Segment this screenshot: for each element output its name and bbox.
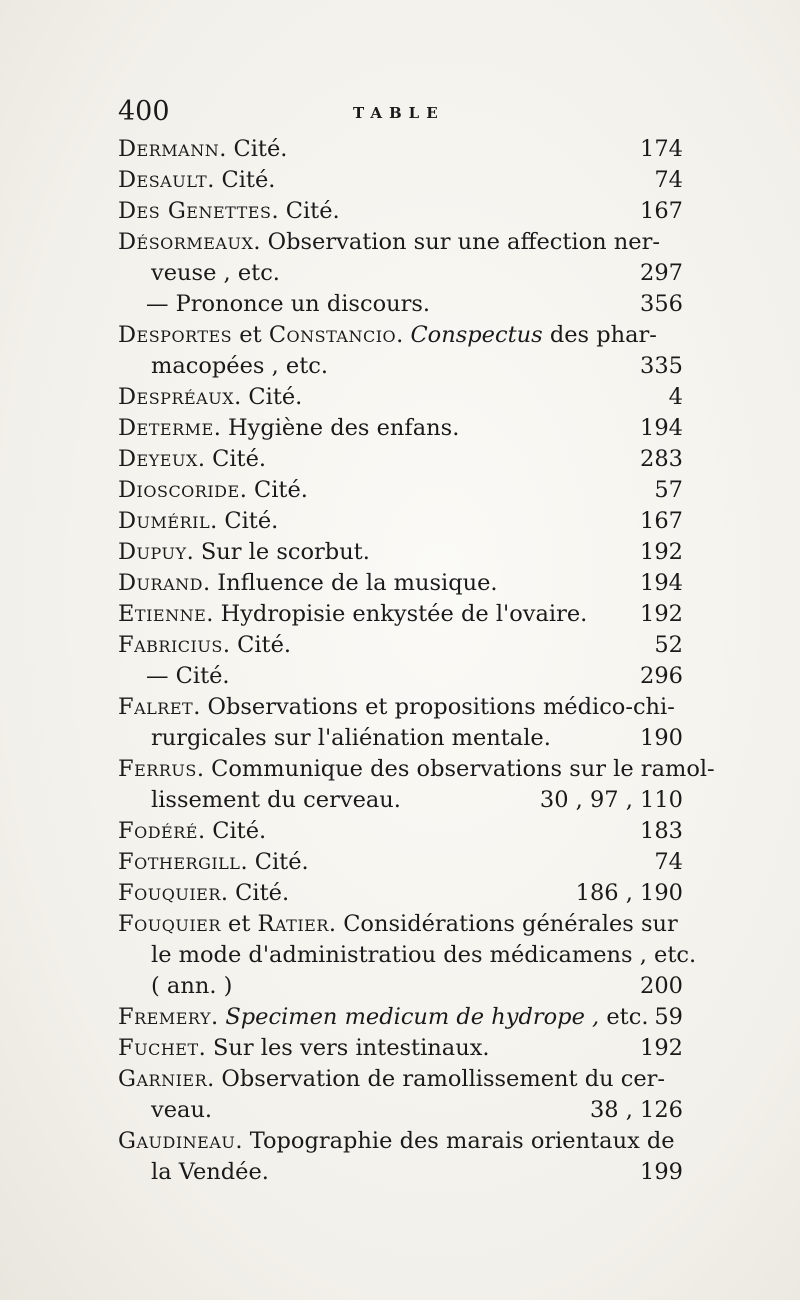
- entry-page-number: 192: [640, 601, 683, 627]
- entry-page-number: 74: [654, 849, 683, 875]
- entry-continuation: [118, 785, 683, 816]
- entry-page-number: 190: [640, 725, 683, 751]
- index-entry: [118, 506, 683, 537]
- entry-continuation: [118, 723, 683, 754]
- index-entry: [118, 1002, 683, 1033]
- entry-text: . Influence de la musique.: [202, 570, 498, 596]
- entry-text: . Cité.: [271, 198, 340, 224]
- entry-page-number: 335: [640, 353, 683, 379]
- entry-text: . Cité.: [240, 849, 309, 875]
- entry-name: Etienne: [118, 601, 207, 627]
- entry-name: Dupuy: [118, 539, 187, 565]
- index-entry: [118, 444, 683, 475]
- entry-name: Duméril: [118, 508, 211, 534]
- entry-name: Fuchet: [118, 1035, 199, 1061]
- entry-text: . Cité.: [222, 632, 292, 658]
- entry-name: Desault: [118, 167, 208, 193]
- index-entry: [118, 878, 683, 909]
- entry-name: Desportes: [118, 322, 233, 348]
- entry-page-number: 297: [640, 260, 683, 286]
- entry-text: des phar-: [542, 322, 657, 348]
- entry-text: rurgicales sur l'aliénation mentale.: [151, 725, 551, 751]
- entry-text: . Topographie des marais orientaux de: [235, 1128, 675, 1154]
- index-entry: [118, 816, 683, 847]
- index-entry: [118, 382, 683, 413]
- entry-text: etc.: [599, 1004, 649, 1030]
- index-entry: [118, 847, 683, 878]
- index-entry: [118, 692, 683, 723]
- entry-page-number: 194: [640, 570, 683, 596]
- entry-continuation: [118, 1157, 683, 1188]
- entry-name: Fouquier: [118, 911, 221, 937]
- index-entry: [118, 134, 683, 165]
- entry-text: . Hydropisie enkystée de l'ovaire.: [206, 601, 588, 627]
- entry-title-italic: Conspectus: [410, 322, 543, 348]
- entry-connector: et: [220, 911, 258, 937]
- entry-text: . Considérations générales sur: [328, 911, 678, 937]
- entry-name: Gaudineau: [118, 1128, 236, 1154]
- entry-continuation: [118, 971, 683, 1002]
- entry-page-number: 4: [668, 384, 683, 410]
- index-entry: [118, 630, 683, 661]
- entry-name: Durand: [118, 570, 203, 596]
- entry-continuation: [118, 940, 697, 971]
- entry-page-number: 200: [640, 973, 683, 999]
- index-entry: [118, 1033, 683, 1064]
- entry-page-number: 183: [640, 818, 683, 844]
- entry-text: veau.: [151, 1097, 213, 1123]
- entry-connector: et: [232, 322, 269, 348]
- index-entry: [118, 165, 683, 196]
- entry-text: . Cité.: [207, 167, 276, 193]
- entry-page-number: 59: [654, 1004, 683, 1030]
- entry-page-number: 74: [654, 167, 683, 193]
- index-entry: [118, 754, 715, 785]
- index-entry: [118, 413, 683, 444]
- entry-text: — Cité.: [146, 663, 230, 689]
- entry-name: Fouquier: [118, 880, 221, 906]
- entry-page-number: 296: [640, 663, 683, 689]
- entry-text: . Sur le scorbut.: [186, 539, 370, 565]
- entry-text: . Observation sur une affection ner-: [253, 229, 660, 255]
- entry-continuation: [118, 258, 683, 289]
- entry-name: Ferrus: [118, 756, 197, 782]
- entry-name: Determe: [118, 415, 214, 441]
- entry-name: Dioscoride: [118, 477, 240, 503]
- entry-name: Désormeaux: [118, 229, 254, 255]
- index-entries: [118, 134, 715, 1188]
- index-entry: [118, 568, 683, 599]
- page-number: 400: [118, 96, 170, 127]
- entry-name: Dermann: [118, 136, 220, 162]
- entry-text: — Prononce un discours.: [146, 291, 431, 317]
- entry-text: veuse , etc.: [151, 260, 280, 286]
- index-entry: [118, 1126, 683, 1157]
- entry-text: . Cité.: [197, 446, 267, 472]
- entry-page-number: 167: [640, 508, 683, 534]
- entry-text: .: [211, 1004, 226, 1030]
- entry-text: le mode d'administratiou des médicamens , etc.: [151, 942, 697, 968]
- entry-name: Deyeux: [118, 446, 198, 472]
- entry-page-number: 57: [654, 477, 683, 503]
- entry-page-number: 192: [640, 539, 683, 565]
- index-entry: [118, 661, 683, 692]
- entry-text: . Cité.: [210, 508, 279, 534]
- index-entry: [118, 537, 683, 568]
- entry-name: Fothergill: [118, 849, 241, 875]
- page-header: [118, 96, 688, 132]
- entry-page-number: 283: [640, 446, 683, 472]
- entry-name: Garnier: [118, 1066, 208, 1092]
- index-entry: [118, 1064, 683, 1095]
- entry-text: . Sur les vers intestinaux.: [198, 1035, 490, 1061]
- entry-text: . Cité.: [239, 477, 308, 503]
- entry-name: Despréaux: [118, 384, 235, 410]
- entry-page-number: 52: [654, 632, 683, 658]
- entry-page-number: 356: [640, 291, 683, 317]
- entry-text: . Cité.: [197, 818, 267, 844]
- entry-page-number: 194: [640, 415, 683, 441]
- entry-page-number: 38 , 126: [589, 1097, 683, 1123]
- entry-name: Fodéré: [118, 818, 198, 844]
- index-entry: [118, 289, 683, 320]
- entry-name: Des Genettes: [118, 198, 272, 224]
- entry-page-number: 174: [640, 136, 683, 162]
- entry-text: . Communique des observations sur le ramol-: [196, 756, 715, 782]
- index-entry: [118, 196, 683, 227]
- running-head: TABLE: [353, 104, 445, 122]
- entry-text: . Observations et propositions médico-chi-: [193, 694, 675, 720]
- index-entry: [118, 320, 683, 351]
- entry-page-number: 30 , 97 , 110: [539, 787, 683, 813]
- entry-page-number: 186 , 190: [575, 880, 683, 906]
- entry-text: . Cité.: [219, 136, 288, 162]
- entry-name: Falret: [118, 694, 194, 720]
- entry-text: lissement du cerveau.: [151, 787, 401, 813]
- entry-text: la Vendée.: [151, 1159, 269, 1185]
- entry-text: . Cité.: [234, 384, 303, 410]
- entry-page-number: 192: [640, 1035, 683, 1061]
- entry-text: . Observation de ramollissement du cer-: [207, 1066, 666, 1092]
- entry-page-number: 199: [640, 1159, 683, 1185]
- entry-text: .: [396, 322, 411, 348]
- index-entry: [118, 227, 683, 258]
- index-entry: [118, 475, 683, 506]
- entry-text: . Hygiène des enfans.: [213, 415, 460, 441]
- entry-name: Fremery: [118, 1004, 212, 1030]
- entry-text: ( ann. ): [151, 973, 233, 999]
- index-entry: [118, 599, 683, 630]
- entry-text: . Cité.: [220, 880, 290, 906]
- entry-text: macopées , etc.: [151, 353, 329, 379]
- entry-title-italic: Specimen medicum de hydrope ,: [225, 1004, 600, 1030]
- entry-name: Ratier: [257, 911, 329, 937]
- entry-name: Constancio: [268, 322, 397, 348]
- entry-page-number: 167: [640, 198, 683, 224]
- index-entry: [118, 909, 683, 940]
- entry-continuation: [118, 1095, 683, 1126]
- entry-name: Fabricius: [118, 632, 223, 658]
- entry-continuation: [118, 351, 683, 382]
